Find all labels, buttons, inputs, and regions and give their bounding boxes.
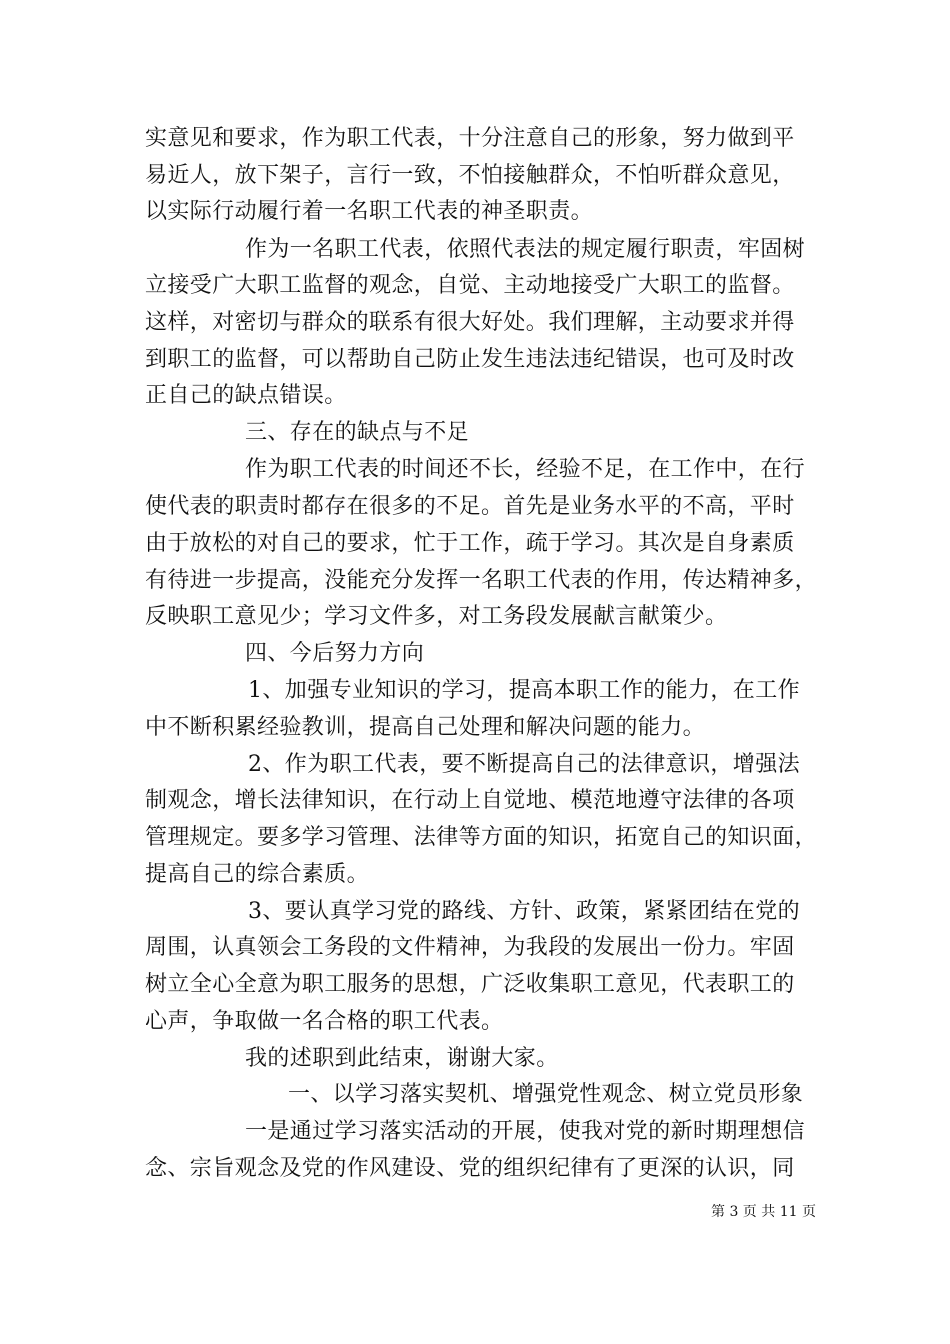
page-number: 第 3 页 共 11 页 <box>711 1204 816 1220</box>
text-line: 有待进一步提高，没能充分发挥一名职工代表的作用，传达精神多， <box>145 568 818 593</box>
section-heading: 三、存在的缺点与不足 <box>245 420 470 445</box>
text-line: 管理规定。要多学习管理、法律等方面的知识，拓宽自己的知识面， <box>145 825 818 850</box>
text-line: 反映职工意见少；学习文件多，对工务段发展献言献策少。 <box>145 604 728 629</box>
text-line: 到职工的监督，可以帮助自己防止发生违法违纪错误，也可及时改 <box>145 347 795 372</box>
section-heading: 一、以学习落实契机、增强党性观念、树立党员形象 <box>288 1082 804 1107</box>
paragraph-first-line: 作为一名职工代表，依照代表法的规定履行职责，牢固树 <box>245 237 806 262</box>
text-line: 树立全心全意为职工服务的思想，广泛收集职工意见，代表职工的 <box>145 972 795 997</box>
text-line: 由于放松的对自己的要求，忙于工作，疏于学习。其次是自身素质 <box>145 531 795 556</box>
text-line: 以实际行动履行着一名职工代表的神圣职责。 <box>145 199 594 224</box>
text-line: 实意见和要求，作为职工代表，十分注意自己的形象，努力做到平 <box>145 126 795 151</box>
numbered-item-first-line: 1、加强专业知识的学习，提高本职工作的能力，在工作 <box>248 678 800 703</box>
text-line: 立接受广大职工监督的观念，自觉、主动地接受广大职工的监督。 <box>145 273 795 298</box>
text-line: 使代表的职责时都存在很多的不足。首先是业务水平的不高，平时 <box>145 494 795 519</box>
paragraph-first-line: 作为职工代表的时间还不长，经验不足，在工作中，在行 <box>245 457 806 482</box>
text-line: 念、宗旨观念及党的作风建设、党的组织纪律有了更深的认识，同 <box>145 1156 795 1181</box>
text-line: 提高自己的综合素质。 <box>145 862 370 887</box>
text-line: 中不断积累经验教训，提高自己处理和解决问题的能力。 <box>145 715 706 740</box>
section-heading: 四、今后努力方向 <box>245 641 425 666</box>
numbered-item-first-line: 2、作为职工代表，要不断提高自己的法律意识，增强法 <box>248 752 800 777</box>
text-line: 制观念，增长法律知识，在行动上自觉地、模范地遵守法律的各项 <box>145 788 795 813</box>
paragraph-first-line: 一是通过学习落实活动的开展，使我对党的新时期理想信 <box>245 1119 806 1144</box>
text-line: 心声，争取做一名合格的职工代表。 <box>145 1009 504 1034</box>
text-line: 这样，对密切与群众的联系有很大好处。我们理解，主动要求并得 <box>145 310 795 335</box>
text-line: 正自己的缺点错误。 <box>145 383 347 408</box>
text-line: 易近人，放下架子，言行一致，不怕接触群众，不怕听群众意见， <box>145 163 795 188</box>
numbered-item-first-line: 3、要认真学习党的路线、方针、政策，紧紧团结在党的 <box>248 899 800 924</box>
text-line: 周围，认真领会工务段的文件精神，为我段的发展出一份力。牢固 <box>145 935 795 960</box>
closing-line: 我的述职到此结束，谢谢大家。 <box>245 1046 559 1071</box>
